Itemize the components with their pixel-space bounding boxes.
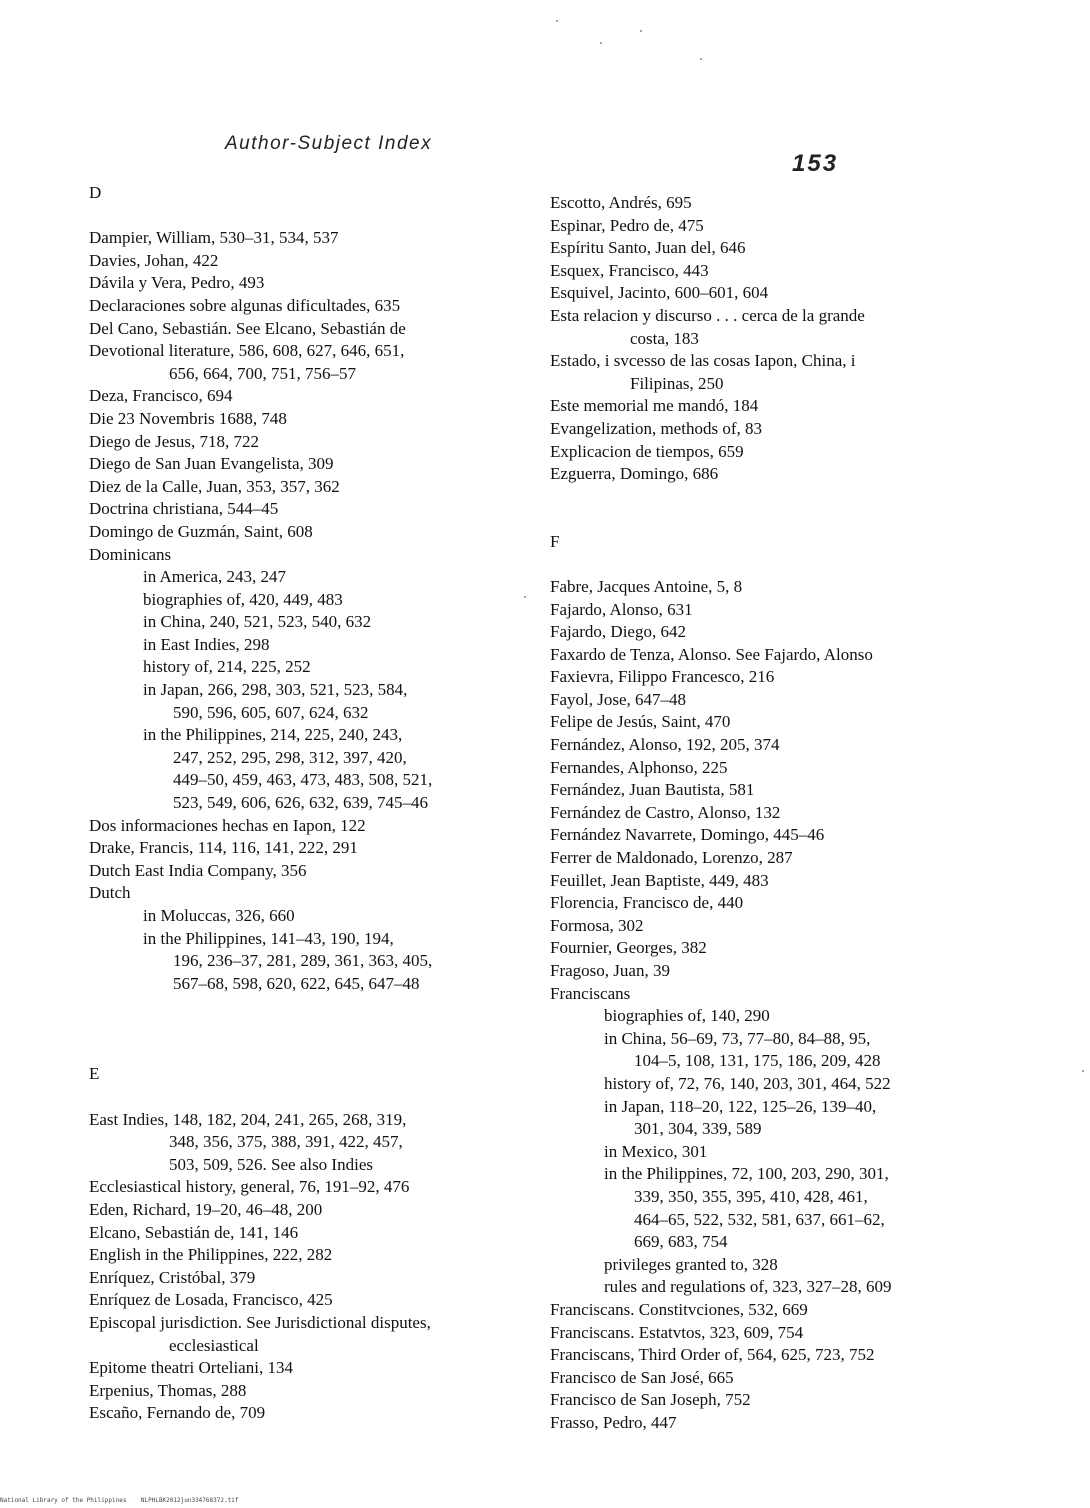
index-entry: Davies, Johan, 422: [89, 250, 219, 270]
page-number: 153: [792, 150, 839, 177]
index-entry: Domingo de Guzmán, Saint, 608: [89, 521, 313, 541]
index-subentry-continuation: 567–68, 598, 620, 622, 645, 647–48: [173, 973, 420, 993]
index-entry: Enríquez de Losada, Francisco, 425: [89, 1290, 333, 1310]
index-subentry: rules and regulations of, 323, 327–28, 609: [604, 1277, 892, 1297]
index-entry: Francisco de San Joseph, 752: [550, 1390, 751, 1410]
scan-speck: [640, 30, 642, 32]
index-entry: Doctrina christiana, 544–45: [89, 499, 279, 519]
scan-speck: [556, 20, 558, 22]
index-subentry: biographies of, 140, 290: [604, 1006, 770, 1026]
index-entry: Dominicans: [89, 544, 172, 564]
index-entry: Episcopal jurisdiction. See Jurisdictional disputes,: [89, 1312, 431, 1332]
index-subentry: in Mexico, 301: [604, 1141, 708, 1161]
index-entry: Eden, Richard, 19–20, 46–48, 200: [89, 1199, 323, 1219]
index-entry: Franciscans. Constitvciones, 532, 669: [550, 1299, 808, 1319]
index-subentry: in China, 240, 521, 523, 540, 632: [143, 612, 372, 632]
index-entry: Die 23 Novembris 1688, 748: [89, 408, 287, 428]
index-subentry: in the Philippines, 72, 100, 203, 290, 301,: [604, 1164, 889, 1184]
index-entry: Faxardo de Tenza, Alonso. See Fajardo, Alonso: [550, 644, 873, 664]
index-subentry: privileges granted to, 328: [604, 1254, 778, 1274]
index-entry: Franciscans. Estatvtos, 323, 609, 754: [550, 1322, 804, 1342]
index-entry: Fernández de Castro, Alonso, 132: [550, 802, 781, 822]
index-subentry: in Japan, 266, 298, 303, 521, 523, 584,: [143, 680, 408, 700]
index-entry: Dávila y Vera, Pedro, 493: [89, 273, 265, 293]
scan-speck: [1082, 1070, 1084, 1072]
index-entry: Erpenius, Thomas, 288: [89, 1380, 247, 1400]
index-entry: Dutch: [89, 883, 131, 903]
index-entry: Diego de San Juan Evangelista, 309: [89, 454, 334, 474]
index-entry: Escotto, Andrés, 695: [550, 193, 692, 212]
index-entry: Felipe de Jesús, Saint, 470: [550, 712, 731, 732]
index-entry-continuation: 348, 356, 375, 388, 391, 422, 457,: [169, 1132, 403, 1152]
index-entry: Espíritu Santo, Juan del, 646: [550, 238, 746, 258]
index-entry: Este memorial me mandó, 184: [550, 396, 759, 416]
index-entry: Faxievra, Filippo Francesco, 216: [550, 667, 775, 687]
index-entry: Fabre, Jacques Antoine, 5, 8: [550, 576, 743, 596]
index-entry: Epitome theatri Orteliani, 134: [89, 1358, 293, 1378]
scan-speck: [600, 42, 602, 44]
index-entry: Fernández Navarrete, Domingo, 445–46: [550, 825, 825, 845]
index-entry: Formosa, 302: [550, 915, 644, 935]
index-entry: Fernández, Juan Bautista, 581: [550, 780, 755, 800]
index-entry: Dampier, William, 530–31, 534, 537: [89, 228, 339, 248]
index-entry: Declaraciones sobre algunas dificultades, 635: [89, 295, 401, 315]
index-subentry-continuation: 104–5, 108, 131, 175, 186, 209, 428: [634, 1051, 881, 1071]
index-entry: Fajardo, Alonso, 631: [550, 599, 693, 619]
index-entry-continuation: 503, 509, 526. See also Indies: [169, 1154, 373, 1174]
index-entry: Fajardo, Diego, 642: [550, 622, 686, 642]
index-subentry-continuation: 590, 596, 605, 607, 624, 632: [173, 702, 369, 722]
scan-speck: [700, 58, 702, 60]
index-subentry: in Japan, 118–20, 122, 125–26, 139–40,: [604, 1096, 877, 1116]
index-subentry: in the Philippines, 141–43, 190, 194,: [143, 928, 394, 948]
index-subentry-continuation: 301, 304, 339, 589: [634, 1119, 762, 1139]
index-entry-continuation: 656, 664, 700, 751, 756–57: [169, 363, 356, 383]
index-entry: Elcano, Sebastián de, 141, 146: [89, 1222, 299, 1242]
index-entry: Drake, Francis, 114, 116, 141, 222, 291: [89, 838, 358, 858]
index-subentry: in the Philippines, 214, 225, 240, 243,: [143, 725, 403, 745]
index-entry: Fragoso, Juan, 39: [550, 961, 670, 980]
index-entry: Diego de Jesus, 718, 722: [89, 431, 259, 451]
scan-footer: National Library of the Philippines NLPHLBK2012jun334768372.tif: [0, 1497, 239, 1504]
index-subentry-continuation: 339, 350, 355, 395, 410, 428, 461,: [634, 1186, 868, 1206]
index-entry: Escaño, Fernando de, 709: [89, 1403, 266, 1423]
index-entry: Diez de la Calle, Juan, 353, 357, 362: [89, 476, 340, 496]
section-letter-e: E: [89, 1064, 100, 1084]
index-entry: Fournier, Georges, 382: [550, 938, 707, 958]
right-column: [550, 192, 1030, 1434]
index-entry: Feuillet, Jean Baptiste, 449, 483: [550, 870, 769, 890]
index-entry: Franciscans, Third Order of, 564, 625, 723, 752: [550, 1345, 875, 1365]
index-entry: Espinar, Pedro de, 475: [550, 215, 704, 235]
index-entry-continuation: ecclesiastical: [169, 1335, 259, 1355]
index-entry: Devotional literature, 586, 608, 627, 646, 651,: [89, 341, 405, 361]
index-entry: Dutch East India Company, 356: [89, 860, 307, 880]
index-entry-continuation: Filipinas, 250: [630, 373, 724, 393]
index-subentry: in Moluccas, 326, 660: [143, 906, 295, 925]
index-entry: Estado, i svcesso de las cosas Iapon, China, i: [550, 351, 856, 371]
index-entry: Fernandes, Alphonso, 225: [550, 757, 728, 777]
index-subentry: in East Indies, 298: [143, 634, 270, 654]
index-subentry-continuation: 247, 252, 295, 298, 312, 397, 420,: [173, 747, 407, 767]
index-entry: Del Cano, Sebastián. See Elcano, Sebastián de: [89, 318, 406, 338]
index-subentry: in China, 56–69, 73, 77–80, 84–88, 95,: [604, 1028, 871, 1048]
index-entry: Ecclesiastical history, general, 76, 191–92, 476: [89, 1177, 410, 1197]
index-entry: Franciscans: [550, 983, 631, 1003]
section-letter-f: F: [550, 531, 560, 551]
index-subentry: history of, 72, 76, 140, 203, 301, 464, 522: [604, 1073, 891, 1093]
index-subentry: biographies of, 420, 449, 483: [143, 589, 343, 609]
section-letter-d: D: [89, 183, 102, 202]
index-subentry: in America, 243, 247: [143, 567, 287, 587]
index-entry: Florencia, Francisco de, 440: [550, 893, 744, 913]
index-entry: Esquivel, Jacinto, 600–601, 604: [550, 283, 769, 303]
running-header-title: Author-Subject Index: [225, 133, 433, 154]
index-entry: Fernández, Alonso, 192, 205, 374: [550, 735, 780, 755]
index-subentry-continuation: 449–50, 459, 463, 473, 483, 508, 521,: [173, 770, 433, 790]
scan-speck: [524, 596, 526, 598]
index-subentry-continuation: 523, 549, 606, 626, 632, 639, 745–46: [173, 793, 428, 813]
index-entry: Francisco de San José, 665: [550, 1367, 734, 1387]
index-entry: Esta relacion y discurso . . . cerca de la grande: [550, 305, 865, 325]
index-entry: Explicacion de tiempos, 659: [550, 441, 744, 461]
index-entry: Ezguerra, Domingo, 686: [550, 464, 719, 484]
index-entry: Deza, Francisco, 694: [89, 386, 233, 406]
index-subentry-continuation: 196, 236–37, 281, 289, 361, 363, 405,: [173, 951, 433, 971]
index-entry: Fayol, Jose, 647–48: [550, 689, 686, 709]
index-entry: English in the Philippines, 222, 282: [89, 1245, 333, 1265]
index-entry: East Indies, 148, 182, 204, 241, 265, 268, 319,: [89, 1109, 407, 1129]
index-entry: Esquex, Francisco, 443: [550, 260, 709, 280]
index-entry: Evangelization, methods of, 83: [550, 418, 762, 438]
index-entry: Ferrer de Maldonado, Lorenzo, 287: [550, 848, 793, 868]
index-entry: Frasso, Pedro, 447: [550, 1412, 677, 1432]
left-column: [89, 182, 559, 1425]
index-subentry-continuation: 464–65, 522, 532, 581, 637, 661–62,: [634, 1209, 885, 1229]
index-entry: Enríquez, Cristóbal, 379: [89, 1267, 256, 1287]
index-subentry-continuation: 669, 683, 754: [634, 1232, 728, 1252]
index-entry-continuation: costa, 183: [630, 328, 699, 348]
index-entry: Dos informaciones hechas en Iapon, 122: [89, 815, 366, 835]
index-subentry: history of, 214, 225, 252: [143, 657, 311, 677]
